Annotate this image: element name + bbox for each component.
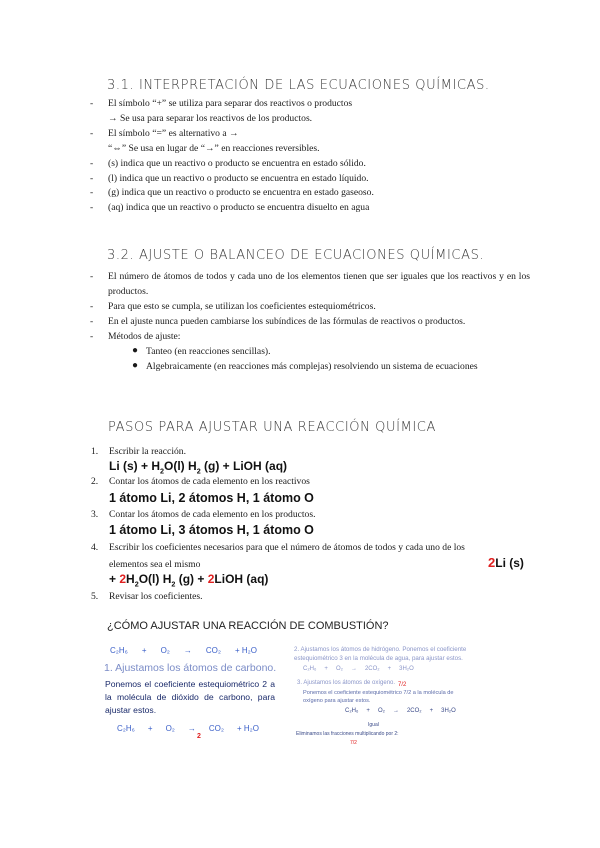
- step-text: Contar los átomos de cada elemento en los productos.: [109, 509, 316, 520]
- step-text: Escribir los coeficientes necesarios para que el número de átomos de todos y cada uno de los: [109, 542, 465, 553]
- count-products: 1 átomo Li, 3 átomos H, 1 átomo O: [109, 523, 314, 537]
- combustion-step3-body: Ponemos el coeficiente estequiométrico 7/2 a la molécula de oxígeno para ajustar estos.: [303, 690, 454, 704]
- list-marker: -: [90, 172, 94, 184]
- combustion-note2: Eliminamos las fracciones multiplicando por 2:: [296, 731, 399, 737]
- list-item: [90, 97, 530, 112]
- list-marker: -: [90, 98, 94, 109]
- section-1-list: [90, 97, 530, 216]
- combustion-step1-body: Ponemos el coeficiente estequiométrico 2 a la molécula de dióxido de carbono, para ajustar estos.: [105, 679, 275, 715]
- list-item-text: (g) indica que un reactivo o producto se encuentra en estado gaseoso.: [108, 187, 374, 199]
- section-3-title: PASOS PARA AJUSTAR UNA REACCIÓN QUÍMICA: [108, 420, 436, 435]
- step-number: 2.: [91, 476, 99, 487]
- bullet-icon: ●: [132, 359, 139, 371]
- list-item-text: “⇔” Se usa en lugar de “→” en reacciones reversibles.: [108, 142, 320, 154]
- list-item: [90, 201, 530, 216]
- list-item: [90, 112, 530, 127]
- section-1-title: 3.1. INTERPRETACIÓN DE LAS ECUACIONES QUÍMICAS.: [107, 78, 490, 93]
- list-marker: -: [90, 202, 94, 214]
- list-item: [90, 330, 530, 345]
- step-text: Revisar los coeficientes.: [109, 591, 203, 602]
- list-item: [90, 142, 530, 157]
- combustion-eq-top: C₂H₆ + O₂ → CO₂ + H₂O: [110, 646, 257, 655]
- list-item-text: El símbolo “+” se utiliza para separar dos reactivos o productos: [108, 98, 353, 109]
- list-marker: -: [90, 330, 94, 342]
- count-reactants: 1 átomo Li, 2 átomos H, 1 átomo O: [109, 491, 314, 505]
- list-item-text: En el ajuste nunca pueden cambiarse los subíndices de las fórmulas de reactivos o productos.: [108, 315, 466, 327]
- methods-list: [132, 345, 530, 375]
- method-item: [132, 360, 530, 375]
- equation-unbalanced: Li $(s) + H_2O(l)$ $H_2$ (g) + LiOH (aq): [109, 459, 288, 476]
- combustion-eq-bottom: C₂H₆ + O₂ → CO₂ + H₂O: [117, 724, 259, 733]
- list-item: [90, 270, 530, 300]
- list-item: [90, 300, 530, 315]
- step-text: Contar los átomos de cada elemento en los reactivos: [109, 476, 310, 487]
- list-item-text: (s) indica que un reactivo o producto se encuentra en estado sólido.: [108, 157, 366, 169]
- list-marker: -: [90, 187, 94, 199]
- list-item-text: (l) indica que un reactivo o producto se encuentra en estado líquido.: [108, 172, 369, 184]
- bullet-icon: ●: [132, 345, 139, 356]
- step-text-continued: elementos sea el mismo: [109, 559, 201, 570]
- combustion-step3: 3. Ajustamos los átomos de oxígeno.: [297, 680, 396, 686]
- list-marker: -: [90, 271, 94, 282]
- list-item: [90, 127, 530, 142]
- equation-balanced-part2: + $2H_2O(l)$ $H_2$ (g) + 2LiOH (aq): [109, 572, 269, 589]
- method-text: Algebraicamente (en reacciones más complejas) resolviendo un sistema de ecuaciones: [146, 360, 478, 372]
- red-fraction-mark: 7/2: [398, 682, 407, 688]
- combustion-step2: 2. Ajustamos los átomos de hidrógeno. Ponemos el coeficiente estequiométrico 3 en la molécula de agua, para ajustar estos.: [294, 646, 467, 662]
- step-number: 4.: [91, 542, 99, 553]
- list-item-text: → Se usa para separar los reactivos de los productos.: [108, 112, 313, 124]
- method-text: Tanteo (en reacciones sencillas).: [146, 346, 271, 357]
- list-item-text: Métodos de ajuste:: [108, 330, 181, 342]
- list-marker: -: [90, 157, 94, 169]
- combustion-note1: Igual: [368, 722, 379, 728]
- method-item: [132, 345, 530, 360]
- section-2-title: 3.2. AJUSTE O BALANCEO DE ECUACIONES QUÍMICAS.: [107, 248, 485, 263]
- list-item-text: Para que esto se cumpla, se utilizan los coeficientes estequiométricos.: [108, 300, 376, 312]
- list-marker: -: [90, 127, 94, 139]
- combustion-step1-title: 1. Ajustamos los átomos de carbono.: [104, 662, 277, 674]
- equation-balanced-part1: 2Li (s): [488, 555, 524, 570]
- combustion-eq2: C₂H₆ + O₂ → 2CO₂ + 3H₂O: [303, 666, 414, 672]
- list-marker: -: [90, 315, 94, 327]
- list-item-text: El número de átomos de todos y cada uno de los elementos tienen que ser iguales que los reactivos y en los productos.: [108, 271, 530, 297]
- section-2-list: [90, 270, 530, 345]
- list-marker: -: [90, 300, 94, 312]
- combustion-eq3: C₂H₆ + O₂ → 2CO₂ + 3H₂O: [345, 708, 456, 714]
- step-number: 1.: [91, 446, 99, 457]
- red-coefficient: 2: [197, 733, 201, 740]
- list-item-text: El símbolo “=” es alternativo a →: [108, 127, 239, 139]
- combustion-title: ¿CÓMO AJUSTAR UNA REACCIÓN DE COMBUSTIÓN?: [107, 620, 389, 632]
- list-item: [90, 157, 530, 172]
- list-item: [90, 172, 530, 187]
- list-item: [90, 186, 530, 201]
- list-item-text: (aq) indica que un reactivo o producto se encuentra disuelto en agua: [108, 202, 370, 214]
- step-text: Escribir la reacción.: [109, 446, 186, 457]
- red-scribble: 7/2: [350, 740, 357, 746]
- list-item: [90, 315, 530, 330]
- step-number: 3.: [91, 509, 99, 520]
- step-number: 5.: [91, 591, 99, 602]
